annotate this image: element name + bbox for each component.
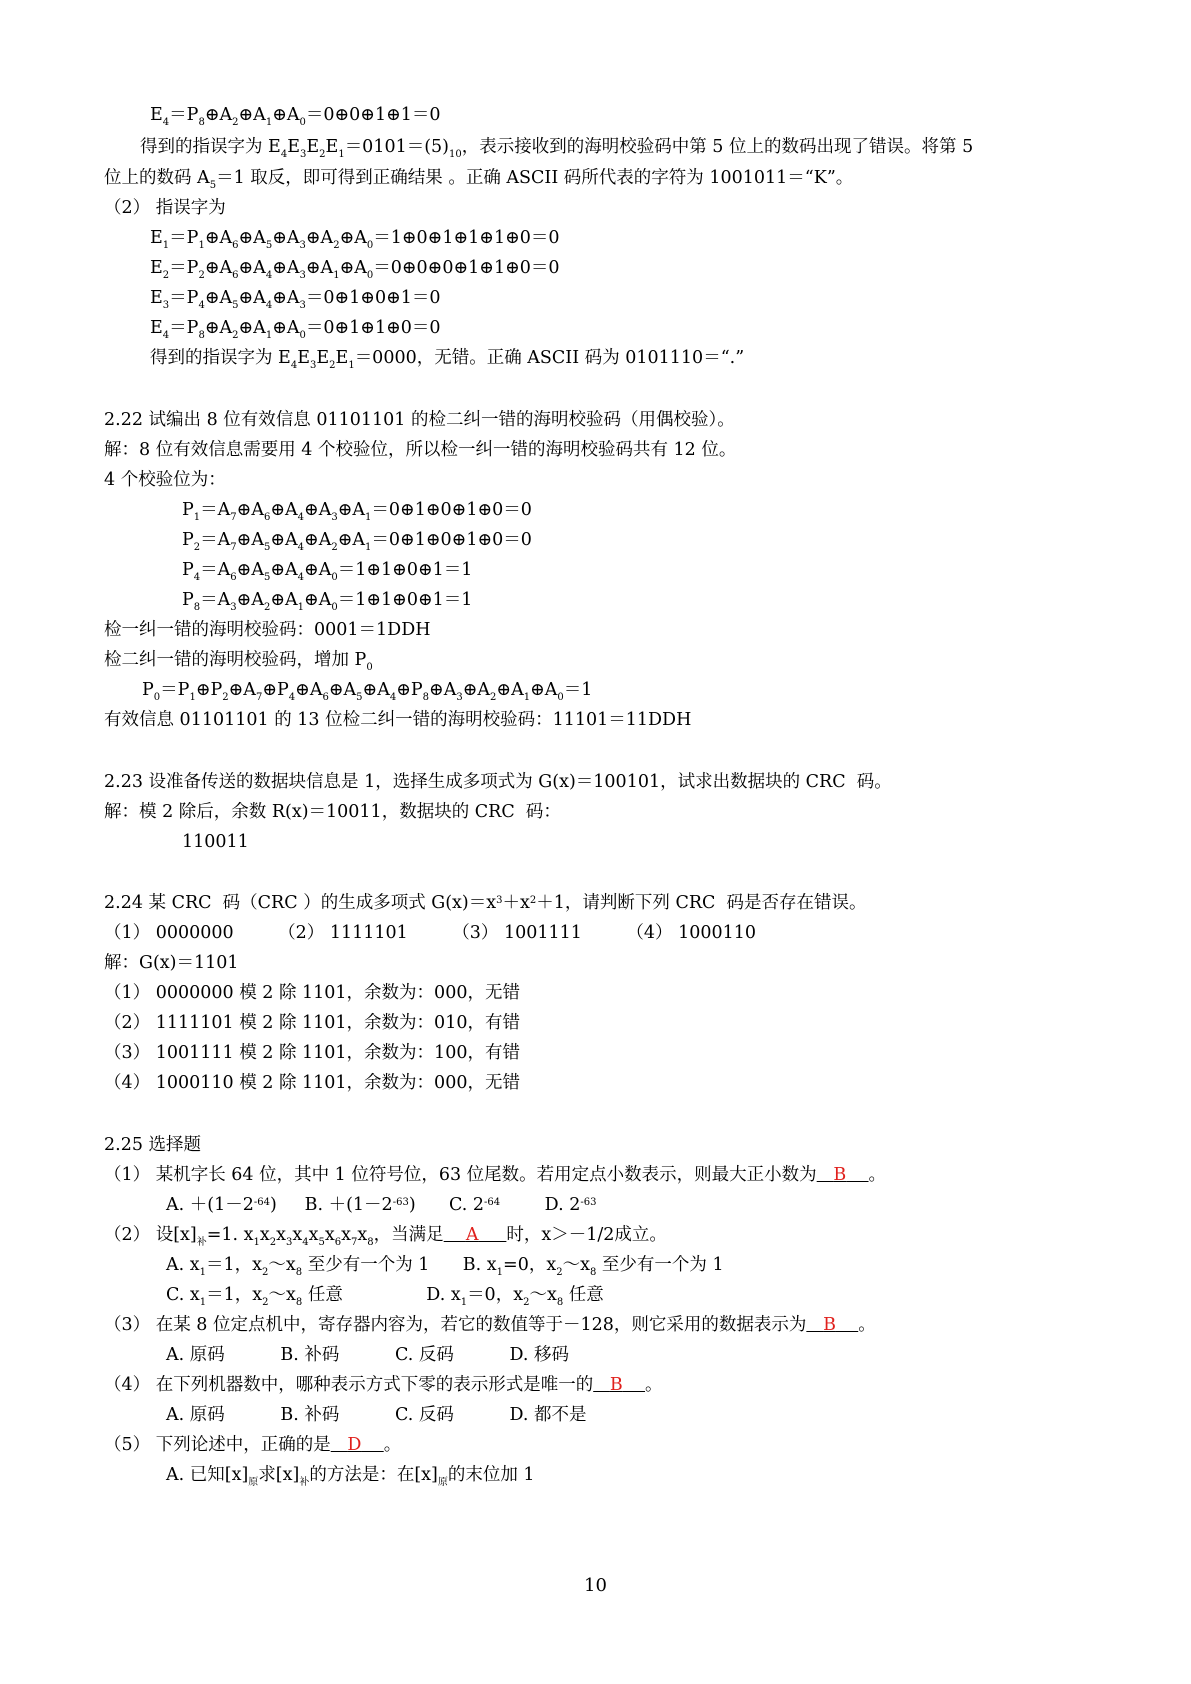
answer-line: 110011 (182, 832, 249, 852)
question-heading: 2.22 试编出 8 位有效信息 01101101 的检二纠一错的海明校验码（用偶校验）。 (104, 410, 735, 430)
formula-line: $P_4=A_6\oplus A_5\oplus A_4\oplus A_0=1\oplus 1\oplus 0\oplus 1=1$ (182, 560, 473, 583)
formula-line: $P_1=A_7\oplus A_6\oplus A_4\oplus A_3\oplus A_1=0\oplus 1\oplus 0\oplus 1\oplus 0=0$ (182, 500, 532, 523)
formula-line: $P_0=P_1\oplus P_2\oplus A_7\oplus P_4\oplus A_6\oplus A_5\oplus A_4\oplus P_8\oplus A_3\oplus A_2\oplus A_1\oplus A_0=1$ (142, 680, 593, 703)
paragraph-line: 4 个校验位为： (104, 470, 226, 490)
solution-line: 解：模 2 除后，余数 R(x)＝10011，数据块的 CRC 码： (104, 802, 561, 822)
question-heading: 2.24 某 CRC 码（CRC ）的生成多项式 $G(x)=x^3+x^2+1$，请判断下列 CRC 码是否存在错误。 (104, 893, 867, 913)
sub-question-line: （2） 指误字为 (104, 198, 226, 218)
options-line: （1） 0000000 （2） 1111101 （3） 1001111 （4） 1000110 (104, 923, 757, 943)
paragraph-line: 有效信息 01101101 的 13 位检二纠一错的海明校验码：11101＝11DDH (104, 710, 692, 730)
formula-line: $E_4=P_8\oplus A_2\oplus A_1\oplus A_0=0\oplus 0\oplus 1\oplus 1=0$ (150, 105, 441, 128)
question-heading: 2.25 选择题 (104, 1135, 202, 1155)
formula-line: $E_2=P_2\oplus A_6\oplus A_4\oplus A_3\oplus A_1\oplus A_0=0\oplus 0\oplus 0\oplus 1\oplus 1\oplus 0=0$ (150, 258, 560, 281)
choice-question: （4） 在下列机器数中，哪种表示方式下零的表示形式是唯一的 B 。 (104, 1375, 663, 1395)
result-line: （1） 0000000 模 2 除 1101，余数为：000，无错 (104, 983, 520, 1003)
paragraph-line: 得到的指误字为 $E_4E_3E_2E_1=0101=(5)_{10}$，表示接收到的海明校验码中第 5 位上的数码出现了错误。将第 5 (140, 137, 974, 160)
choice-options: A. 已知$[x]_原$求$[x]_补$的方法是：在$[x]_原$的末位加 1 (166, 1465, 535, 1488)
result-line: （2） 1111101 模 2 除 1101，余数为：010，有错 (104, 1013, 520, 1033)
choice-question: （3） 在某 8 位定点机中，寄存器内容为，若它的数值等于－128，则它采用的数据表示为 B 。 (104, 1315, 876, 1335)
solution-line: 解：8 位有效信息需要用 4 个校验位，所以检一纠一错的海明校验码共有 12 位。 (104, 440, 737, 460)
question-heading: 2.23 设准备传送的数据块信息是 1，选择生成多项式为 G(x)＝100101，试求出数据块的 CRC 码。 (104, 772, 892, 792)
paragraph-line: 检二纠一错的海明校验码，增加 $P_0$ (104, 650, 373, 673)
paragraph-line: 位上的数码 $A_5=1$ 取反，即可得到正确结果 。正确 ASCII 码所代表的字符为 1001011＝“K”。 (104, 168, 854, 191)
choice-question: （5） 下列论述中，正确的是 D 。 (104, 1435, 402, 1455)
solution-line: 解：G(x)＝1101 (104, 953, 239, 973)
result-line: （4） 1000110 模 2 除 1101，余数为：000，无错 (104, 1073, 520, 1093)
choice-options: C. $x_1=1$，$x_2\sim x_8$ 任意 D. $x_1=0$，$x_2\sim x_8$ 任意 (166, 1285, 604, 1308)
result-line: （3） 1001111 模 2 除 1101，余数为：100，有错 (104, 1043, 520, 1063)
page-number: 10 (584, 1575, 607, 1596)
choice-options: A. 原码 B. 补码 C. 反码 D. 都不是 (166, 1405, 587, 1425)
choice-question: （2） 设$[x]_补=1$. $x_1x_2x_3x_4x_5x_6x_7x_8$，当满足 A 时，x＞－1/2成立。 (104, 1225, 667, 1248)
formula-line: $P_8=A_3\oplus A_2\oplus A_1\oplus A_0=1\oplus 1\oplus 0\oplus 1=1$ (182, 590, 473, 613)
formula-line: $E_4=P_8\oplus A_2\oplus A_1\oplus A_0=0\oplus 1\oplus 1\oplus 0=0$ (150, 318, 441, 341)
choice-question: （1） 某机字长 64 位，其中 1 位符号位，63 位尾数。若用定点小数表示，则最大正小数为 B 。 (104, 1165, 887, 1185)
formula-line: $E_3=P_4\oplus A_5\oplus A_4\oplus A_3=0\oplus 1\oplus 0\oplus 1=0$ (150, 288, 441, 311)
choice-options: A. 原码 B. 补码 C. 反码 D. 移码 (166, 1345, 570, 1365)
choice-options: A. $x_1=1$，$x_2\sim x_8$ 至少有一个为 1 B. $x_1=0$，$x_2\sim x_8$ 至少有一个为 1 (166, 1255, 724, 1278)
formula-line: $E_1=P_1\oplus A_6\oplus A_5\oplus A_3\oplus A_2\oplus A_0=1\oplus 0\oplus 1\oplus 1\oplus 1\oplus 0=0$ (150, 228, 560, 251)
paragraph-line: 检一纠一错的海明校验码：0001＝1DDH (104, 620, 431, 640)
formula-line: $P_2=A_7\oplus A_5\oplus A_4\oplus A_2\oplus A_1=0\oplus 1\oplus 0\oplus 1\oplus 0=0$ (182, 530, 532, 553)
choice-options: A. $+(1-2^{-64})$ B. $+(1-2^{-63})$ C. $2^{-64}$ D. $2^{-63}$ (166, 1195, 597, 1215)
paragraph-line: 得到的指误字为 $E_4E_3E_2E_1=0000$，无错。正确 ASCII 码为 0101110＝“.” (150, 348, 745, 371)
